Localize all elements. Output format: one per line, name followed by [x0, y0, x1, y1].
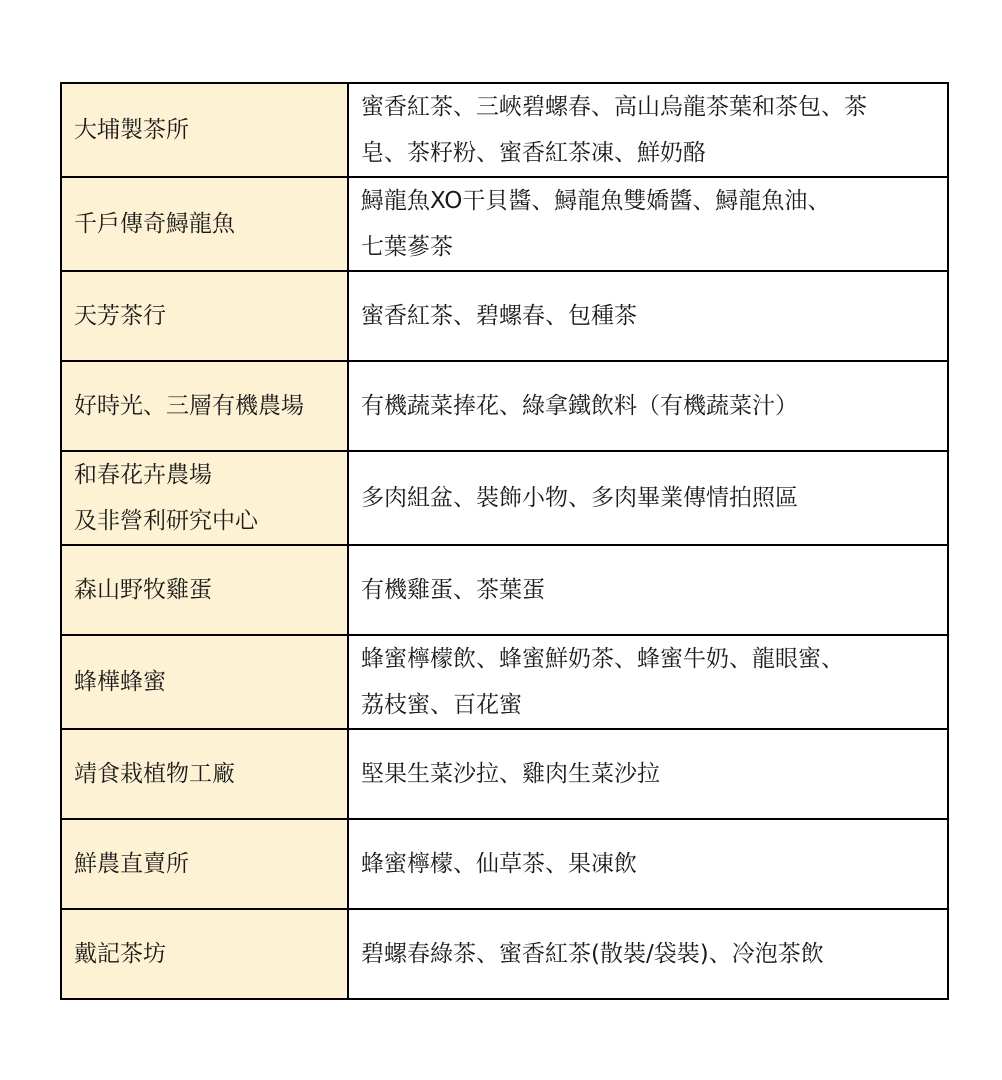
shop-name-cell	[61, 177, 348, 271]
product-list-line: 蜜香紅茶、碧螺春、包種茶	[361, 303, 637, 329]
table-row	[61, 83, 948, 177]
product-list-cell	[348, 83, 948, 177]
product-list-line: 蜜香紅茶、三峽碧螺春、高山烏龍茶葉和茶包、茶	[361, 94, 867, 120]
shop-name-line: 靖食栽植物工廠	[74, 761, 235, 787]
shop-name-line: 千戶傳奇鱘龍魚	[74, 211, 235, 237]
shop-name-line: 天芳茶行	[74, 303, 166, 329]
table-row	[61, 361, 948, 451]
product-list-line: 堅果生菜沙拉、雞肉生菜沙拉	[361, 761, 660, 787]
shop-name-line: 及非營利研究中心	[74, 508, 258, 534]
shop-name-line: 蜂樺蜂蜜	[74, 669, 166, 695]
product-list-cell	[348, 635, 948, 729]
product-list-line: 七葉蔘茶	[361, 234, 453, 260]
shop-name-line: 好時光、三層有機農場	[74, 393, 304, 419]
product-list-line: 有機雞蛋、茶葉蛋	[361, 577, 545, 603]
product-list-cell	[348, 909, 948, 999]
product-list-line: 鱘龍魚XO干貝醬、鱘龍魚雙嬌醬、鱘龍魚油、	[361, 188, 831, 214]
shop-name-cell	[61, 361, 348, 451]
shop-name-cell	[61, 909, 348, 999]
shop-name-cell	[61, 635, 348, 729]
product-list-cell	[348, 545, 948, 635]
product-list-cell	[348, 271, 948, 361]
shop-name-cell	[61, 451, 348, 545]
shop-name-cell	[61, 545, 348, 635]
vendor-product-table	[60, 82, 949, 1000]
shop-name-line: 和春花卉農場	[74, 462, 212, 488]
shop-name-line: 大埔製茶所	[74, 117, 189, 143]
table-row	[61, 545, 948, 635]
product-list-cell	[348, 361, 948, 451]
product-list-line: 荔枝蜜、百花蜜	[361, 692, 522, 718]
product-list-line: 多肉組盆、裝飾小物、多肉畢業傳情拍照區	[361, 485, 798, 511]
table-row	[61, 729, 948, 819]
product-list-cell	[348, 451, 948, 545]
product-list-cell	[348, 819, 948, 909]
product-list-line: 有機蔬菜捧花、綠拿鐵飲料（有機蔬菜汁）	[361, 393, 798, 419]
table-row	[61, 909, 948, 999]
product-list-cell	[348, 729, 948, 819]
product-list-cell	[348, 177, 948, 271]
product-list-line: 碧螺春綠茶、蜜香紅茶(散裝/袋裝)、冷泡茶飲	[361, 941, 824, 967]
product-list-line: 蜂蜜檸檬飲、蜂蜜鮮奶茶、蜂蜜牛奶、龍眼蜜、	[361, 646, 844, 672]
product-list-line: 皂、茶籽粉、蜜香紅茶凍、鮮奶酪	[361, 140, 706, 166]
table-row	[61, 635, 948, 729]
shop-name-cell	[61, 271, 348, 361]
shop-name-line: 鮮農直賣所	[74, 851, 189, 877]
table-row	[61, 451, 948, 545]
shop-name-cell	[61, 819, 348, 909]
table-row	[61, 177, 948, 271]
shop-name-cell	[61, 729, 348, 819]
table-row	[61, 819, 948, 909]
product-list-line: 蜂蜜檸檬、仙草茶、果凍飲	[361, 851, 637, 877]
table-row	[61, 271, 948, 361]
shop-name-line: 戴記茶坊	[74, 941, 166, 967]
shop-name-cell	[61, 83, 348, 177]
shop-name-line: 森山野牧雞蛋	[74, 577, 212, 603]
